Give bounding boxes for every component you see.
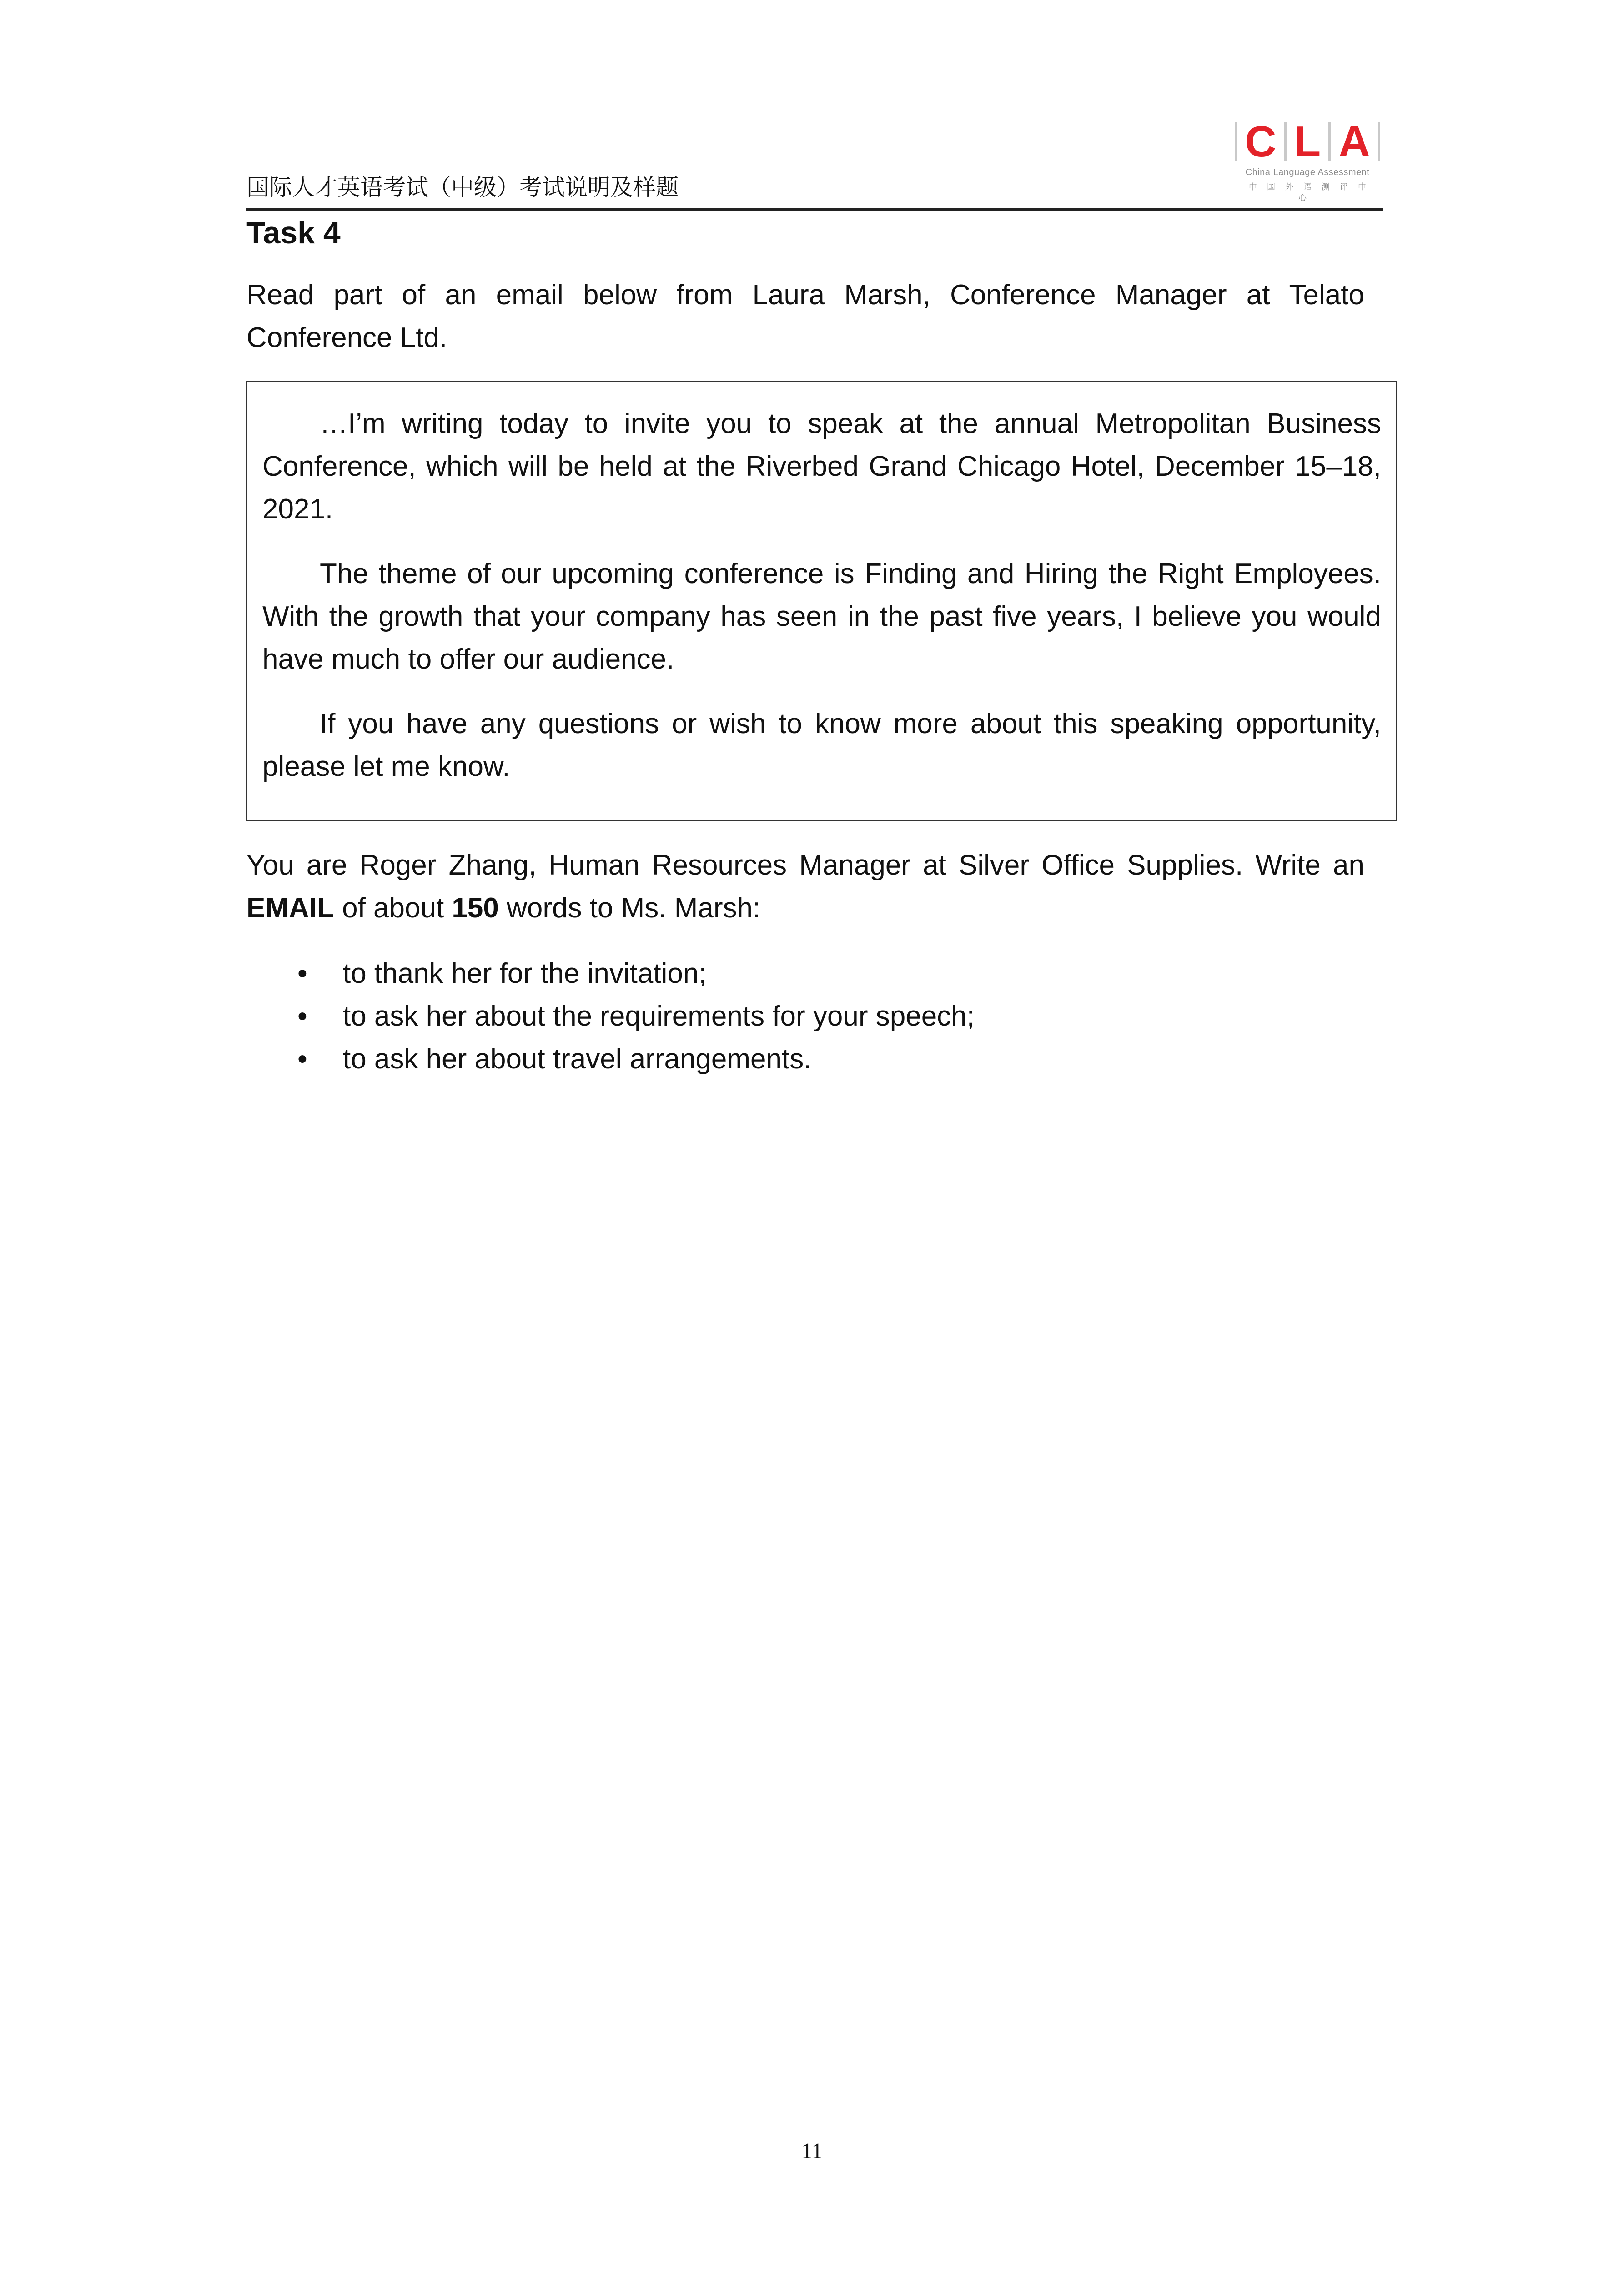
task-bullet-list — [246, 952, 1364, 1081]
logo-letter-c: C — [1245, 117, 1277, 166]
instruction-text: You are Roger Zhang, Human Resources Manager at Silver Office Supplies. Write an — [246, 850, 1364, 881]
list-item — [246, 1038, 1364, 1081]
email-paragraph: The theme of our upcoming conference is Finding and Hiring the Right Employees. With the growth that your company has seen in the past five years, I believe you would have much to offer our audience. — [262, 558, 1381, 675]
logo-divider — [1284, 122, 1287, 161]
logo-letter-l: L — [1294, 117, 1321, 166]
bullet-icon: • — [297, 1001, 307, 1032]
task-heading: Task 4 — [246, 216, 341, 250]
logo-subtitle-cn: 中国外语测评中心 — [1249, 182, 1376, 203]
logo-letter-a: A — [1338, 117, 1370, 166]
header-title: 国际人才英语考试（中级）考试说明及样题 — [246, 174, 679, 201]
task-instruction — [246, 844, 1364, 930]
list-item-text: to thank her for the invitation; — [343, 958, 707, 989]
logo-divider — [1235, 122, 1237, 161]
instruction-text: of about — [334, 892, 452, 924]
task-intro: Read part of an email below from Laura Marsh, Conference Manager at Telato Conference Ltd. — [246, 279, 1364, 353]
instruction-bold-wordcount: 150 — [452, 892, 499, 924]
email-paragraph: If you have any questions or wish to know more about this speaking opportunity, please let me know. — [262, 708, 1381, 782]
list-item-text: to ask her about the requirements for your speech; — [343, 1001, 975, 1032]
header-rule — [246, 208, 1383, 211]
page-number: 11 — [801, 2139, 823, 2163]
email-excerpt-box — [246, 381, 1397, 821]
logo-letters — [1235, 119, 1380, 165]
cla-logo — [1235, 117, 1380, 203]
logo-divider — [1328, 122, 1331, 161]
logo-divider — [1378, 122, 1380, 161]
logo-subtitle-en: China Language Assessment — [1245, 167, 1370, 177]
instruction-text: words to Ms. Marsh: — [498, 892, 761, 924]
email-paragraph: …I’m writing today to invite you to speak at the annual Metropolitan Business Conference, which will be held at the Riverbed Grand Chicago Hotel, December 15–18, 2021. — [262, 408, 1381, 525]
list-item-text: to ask her about travel arrangements. — [343, 1043, 812, 1075]
list-item — [246, 952, 1364, 995]
bullet-icon: • — [297, 1043, 307, 1075]
list-item — [246, 995, 1364, 1038]
instruction-bold-email: EMAIL — [246, 892, 334, 924]
bullet-icon: • — [297, 958, 307, 989]
